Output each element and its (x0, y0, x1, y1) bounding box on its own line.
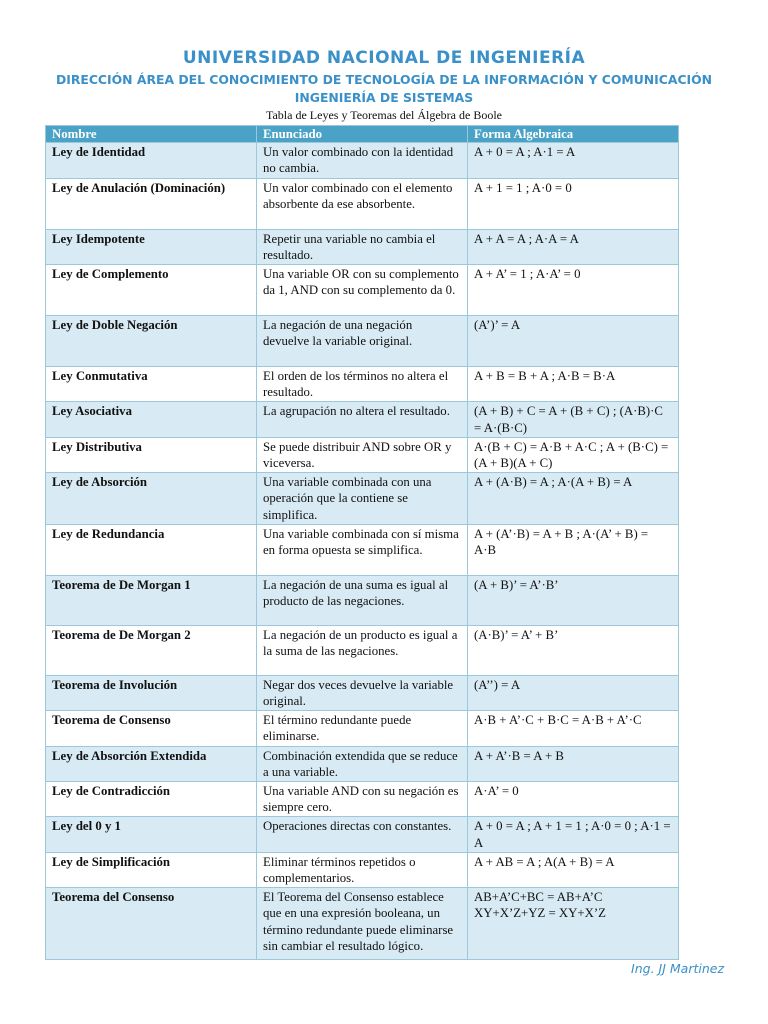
law-formula: A + AB = A ; A(A + B) = A (468, 852, 679, 887)
law-formula: A + A = A ; A·A = A (468, 229, 679, 264)
law-statement: El término redundante puede eliminarse. (257, 711, 468, 746)
law-formula: A + 1 = 1 ; A·0 = 0 (468, 178, 679, 229)
law-statement: Repetir una variable no cambia el resultado. (257, 229, 468, 264)
law-formula: A + B = B + A ; A·B = B·A (468, 367, 679, 402)
table-row (46, 473, 679, 525)
law-formula: A·B + A’·C + B·C = A·B + A’·C (468, 711, 679, 746)
law-name: Teorema del Consenso (46, 888, 257, 960)
law-statement: La negación de un producto es igual a la suma de las negaciones. (257, 625, 468, 675)
law-formula: A + (A·B) = A ; A·(A + B) = A (468, 473, 679, 525)
column-header-statement: Enunciado (257, 126, 468, 143)
table-row (46, 852, 679, 887)
laws-table (45, 125, 679, 960)
law-statement: Un valor combinado con el elemento absorbente da ese absorbente. (257, 178, 468, 229)
law-statement: El orden de los términos no altera el resultado. (257, 367, 468, 402)
law-formula: A + 0 = A ; A + 1 = 1 ; A·0 = 0 ; A·1 = A (468, 817, 679, 852)
law-name: Teorema de Involución (46, 675, 257, 710)
law-name: Ley Idempotente (46, 229, 257, 264)
law-formula: A + A’·B = A + B (468, 746, 679, 781)
table-row (46, 178, 679, 229)
law-formula: A + (A’·B) = A + B ; A·(A’ + B) = A·B (468, 524, 679, 575)
law-name: Ley Conmutativa (46, 367, 257, 402)
law-name: Teorema de De Morgan 2 (46, 625, 257, 675)
law-name: Ley Distributiva (46, 437, 257, 472)
law-statement: Negar dos veces devuelve la variable original. (257, 675, 468, 710)
table-row (46, 143, 679, 178)
table-row (46, 675, 679, 710)
law-name: Ley de Absorción Extendida (46, 746, 257, 781)
author-footer: Ing. JJ Martinez (631, 961, 724, 976)
law-name: Ley de Simplificación (46, 852, 257, 887)
table-row (46, 625, 679, 675)
law-statement: Una variable combinada con una operación que la contiene se simplifica. (257, 473, 468, 525)
direction-title: DIRECCIÓN ÁREA DEL CONOCIMIENTO DE TECNOLOGÍA DE LA INFORMACIÓN Y COMUNICACIÓN (55, 72, 713, 87)
law-statement: Una variable OR con su complemento da 1, AND con su complemento da 0. (257, 265, 468, 316)
law-formula: A + 0 = A ; A·1 = A (468, 143, 679, 178)
law-name: Teorema de De Morgan 1 (46, 575, 257, 625)
law-statement: Un valor combinado con la identidad no cambia. (257, 143, 468, 178)
law-formula: A + A’ = 1 ; A·A’ = 0 (468, 265, 679, 316)
law-statement: Operaciones directas con constantes. (257, 817, 468, 852)
column-header-name: Nombre (46, 126, 257, 143)
law-name: Ley de Anulación (Dominación) (46, 178, 257, 229)
table-row (46, 316, 679, 367)
law-statement: La negación de una negación devuelve la variable original. (257, 316, 468, 367)
law-name: Ley de Redundancia (46, 524, 257, 575)
table-row (46, 367, 679, 402)
law-formula: (A + B)’ = A’·B’ (468, 575, 679, 625)
law-name: Ley del 0 y 1 (46, 817, 257, 852)
law-statement: La agrupación no altera el resultado. (257, 402, 468, 437)
column-header-formula: Forma Algebraica (468, 126, 679, 143)
law-name: Teorema de Consenso (46, 711, 257, 746)
table-header-row (46, 126, 679, 143)
law-formula: A·(B + C) = A·B + A·C ; A + (B·C) = (A + B)(A + C) (468, 437, 679, 472)
law-statement: El Teorema del Consenso establece que en una expresión booleana, un término redundante puede eliminarse sin cambiar el resultado lógico. (257, 888, 468, 960)
table-row (46, 229, 679, 264)
law-name: Ley de Complemento (46, 265, 257, 316)
table-row (46, 437, 679, 472)
law-formula: AB+A’C+BC = AB+A’C XY+X’Z+YZ = XY+X’Z (468, 888, 679, 960)
table-row (46, 265, 679, 316)
law-name: Ley Asociativa (46, 402, 257, 437)
table-row (46, 575, 679, 625)
law-name: Ley de Contradicción (46, 782, 257, 817)
table-row (46, 782, 679, 817)
table-body (46, 143, 679, 960)
table-row (46, 817, 679, 852)
law-formula: (A + B) + C = A + (B + C) ; (A·B)·C = A·(B·C) (468, 402, 679, 437)
table-row (46, 402, 679, 437)
law-statement: Una variable combinada con sí misma en forma opuesta se simplifica. (257, 524, 468, 575)
law-name: Ley de Doble Negación (46, 316, 257, 367)
table-row (46, 711, 679, 746)
law-statement: Una variable AND con su negación es siempre cero. (257, 782, 468, 817)
law-formula: (A·B)’ = A’ + B’ (468, 625, 679, 675)
table-row (46, 888, 679, 960)
law-formula: (A’)’ = A (468, 316, 679, 367)
university-title: UNIVERSIDAD NACIONAL DE INGENIERÍA (182, 48, 586, 68)
law-statement: Eliminar términos repetidos o complementarios. (257, 852, 468, 887)
law-statement: Combinación extendida que se reduce a una variable. (257, 746, 468, 781)
law-statement: La negación de una suma es igual al producto de las negaciones. (257, 575, 468, 625)
law-formula: (A’’) = A (468, 675, 679, 710)
table-row (46, 524, 679, 575)
law-statement: Se puede distribuir AND sobre OR y viceversa. (257, 437, 468, 472)
law-name: Ley de Absorción (46, 473, 257, 525)
law-formula: A·A’ = 0 (468, 782, 679, 817)
program-title: INGENIERÍA DE SISTEMAS (294, 90, 474, 105)
table-caption: Tabla de Leyes y Teoremas del Álgebra de Boole (265, 108, 502, 122)
table-row (46, 746, 679, 781)
law-name: Ley de Identidad (46, 143, 257, 178)
